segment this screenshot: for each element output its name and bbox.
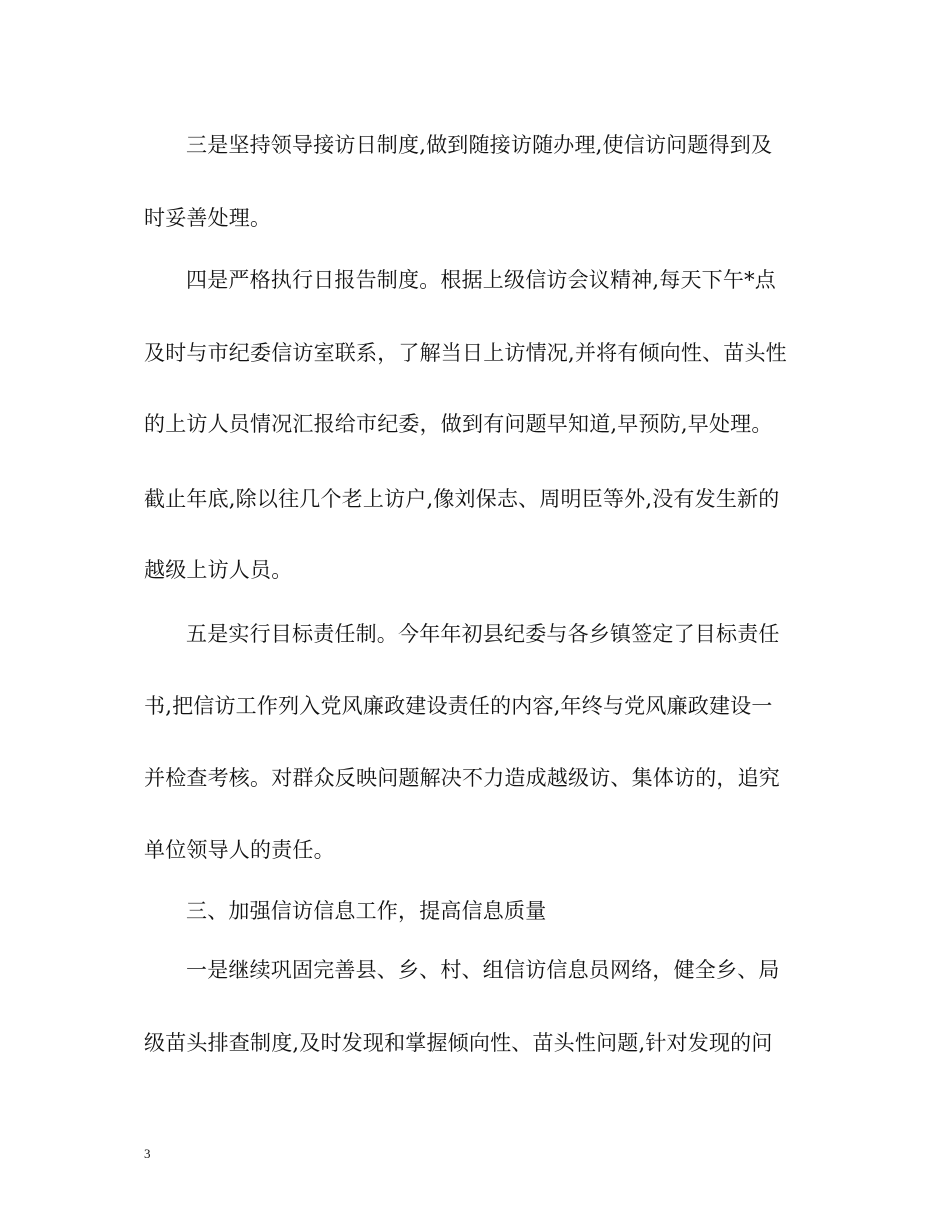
section-heading: 三、加强信访信息工作，提高信息质量	[186, 899, 547, 923]
text-line: 越级上访人员。	[144, 558, 293, 582]
text-line: 时妥善处理。	[144, 206, 272, 230]
text-line: 五是实行目标责任制。今年年初县纪委与各乡镇签定了目标责任	[186, 622, 780, 646]
text-line: 截止年底,除以往几个老上访户,像刘保志、周明臣等外,没有发生新的	[144, 487, 780, 511]
page-number: 3	[144, 1146, 151, 1161]
text-line: 的上访人员情况汇报给市纪委，做到有问题早知道,早预防,早处理。	[144, 412, 773, 436]
text-line: 并检查考核。对群众反映问题解决不力造成越级访、集体访的，追究	[144, 766, 780, 790]
text-line: 书,把信访工作列入党风廉政建设责任的内容,年终与党风廉政建设一	[144, 694, 773, 718]
text-line: 四是严格执行日报告制度。根据上级信访会议精神,每天下午*点	[186, 268, 776, 292]
text-line: 及时与市纪委信访室联系，了解当日上访情况,并将有倾向性、苗头性	[144, 341, 787, 365]
text-line: 单位领导人的责任。	[144, 838, 335, 862]
text-line: 三是坚持领导接访日制度,做到随接访随办理,使信访问题得到及	[186, 133, 773, 157]
text-line: 级苗头排查制度,及时发现和掌握倾向性、苗头性问题,针对发现的问	[144, 1031, 773, 1055]
text-line: 一是继续巩固完善县、乡、村、组信访信息员网络，健全乡、局	[186, 958, 780, 982]
